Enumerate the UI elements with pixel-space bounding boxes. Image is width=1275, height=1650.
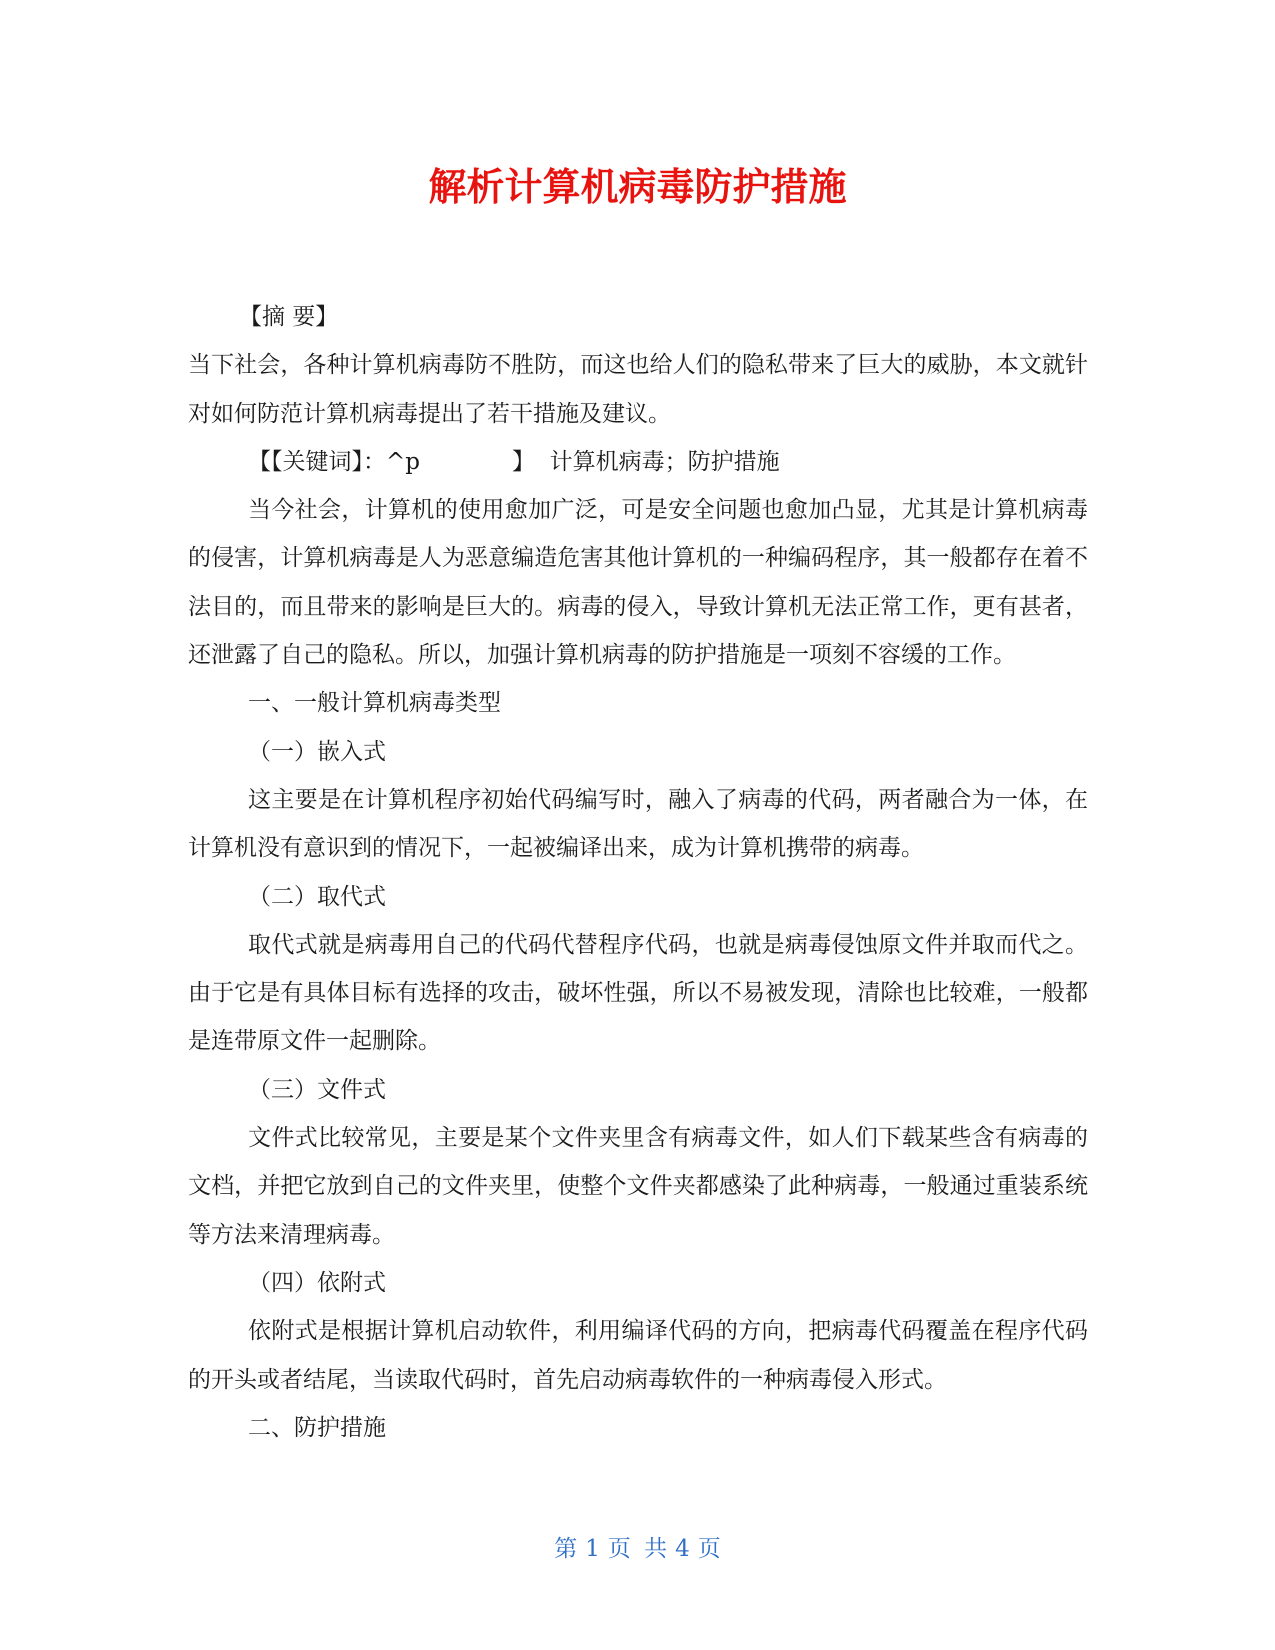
footer-current-page: 1 xyxy=(585,1536,600,1562)
keywords-line xyxy=(188,438,1088,486)
intro-paragraph: 当今社会，计算机的使用愈加广泛，可是安全问题也愈加凸显，尤其是计算机病毒的侵害，计算机病毒是人为恶意编造危害其他计算机的一种编码程序，其一般都存在着不法目的，而且带来的影响是巨大的。病毒的侵入，导致计算机无法正常工作，更有甚者，还泄露了自己的隐私。所以，加强计算机病毒的防护措施是一项刻不容缓的工作。 xyxy=(188,497,1088,669)
sub3-paragraph: 文件式比较常见，主要是某个文件夹里含有病毒文件，如人们下载某些含有病毒的文档，并把它放到自己的文件夹里，使整个文件夹都感染了此种病毒，一般通过重装系统等方法来清理病毒。 xyxy=(188,1125,1088,1248)
keywords-label: 【【关键词】：^p xyxy=(248,448,420,475)
keywords-value: 计算机病毒；防护措施 xyxy=(549,448,780,475)
footer-middle: 页 共 xyxy=(607,1536,668,1562)
keywords-close: 】 xyxy=(512,448,535,475)
document-body xyxy=(188,293,1088,1452)
abstract-heading: 【摘 要】 xyxy=(239,304,339,330)
sub4-heading: （四）依附式 xyxy=(248,1269,386,1296)
footer-suffix: 页 xyxy=(697,1536,721,1562)
document-title: 解析计算机病毒防护措施 xyxy=(428,165,847,209)
sub1-paragraph: 这主要是在计算机程序初始代码编写时，融入了病毒的代码，两者融合为一体，在计算机没有意识到的情况下，一起被编译出来，成为计算机携带的病毒。 xyxy=(188,786,1088,862)
sub2-heading: （二）取代式 xyxy=(248,883,386,910)
abstract-text: 当下社会，各种计算机病毒防不胜防，而这也给人们的隐私带来了巨大的威胁，本文就针对如何防范计算机病毒提出了若干措施及建议。 xyxy=(188,352,1088,427)
section2-heading: 二、防护措施 xyxy=(248,1414,386,1441)
footer-total-pages: 4 xyxy=(675,1536,690,1562)
sub2-paragraph: 取代式就是病毒用自己的代码代替程序代码，也就是病毒侵蚀原文件并取而代之。由于它是有具体目标有选择的攻击，破坏性强，所以不易被发现，清除也比较难，一般都是连带原文件一起删除。 xyxy=(188,931,1088,1055)
sub3-heading: （三）文件式 xyxy=(248,1076,386,1103)
sub4-paragraph: 依附式是根据计算机启动软件，利用编译代码的方向，把病毒代码覆盖在程序代码的开头或者结尾，当读取代码时，首先启动病毒软件的一种病毒侵入形式。 xyxy=(188,1318,1088,1393)
section1-heading: 一、一般计算机病毒类型 xyxy=(248,690,501,717)
page-footer xyxy=(0,1534,1275,1564)
footer-prefix: 第 xyxy=(554,1536,578,1562)
sub1-heading: （一）嵌入式 xyxy=(248,738,386,765)
